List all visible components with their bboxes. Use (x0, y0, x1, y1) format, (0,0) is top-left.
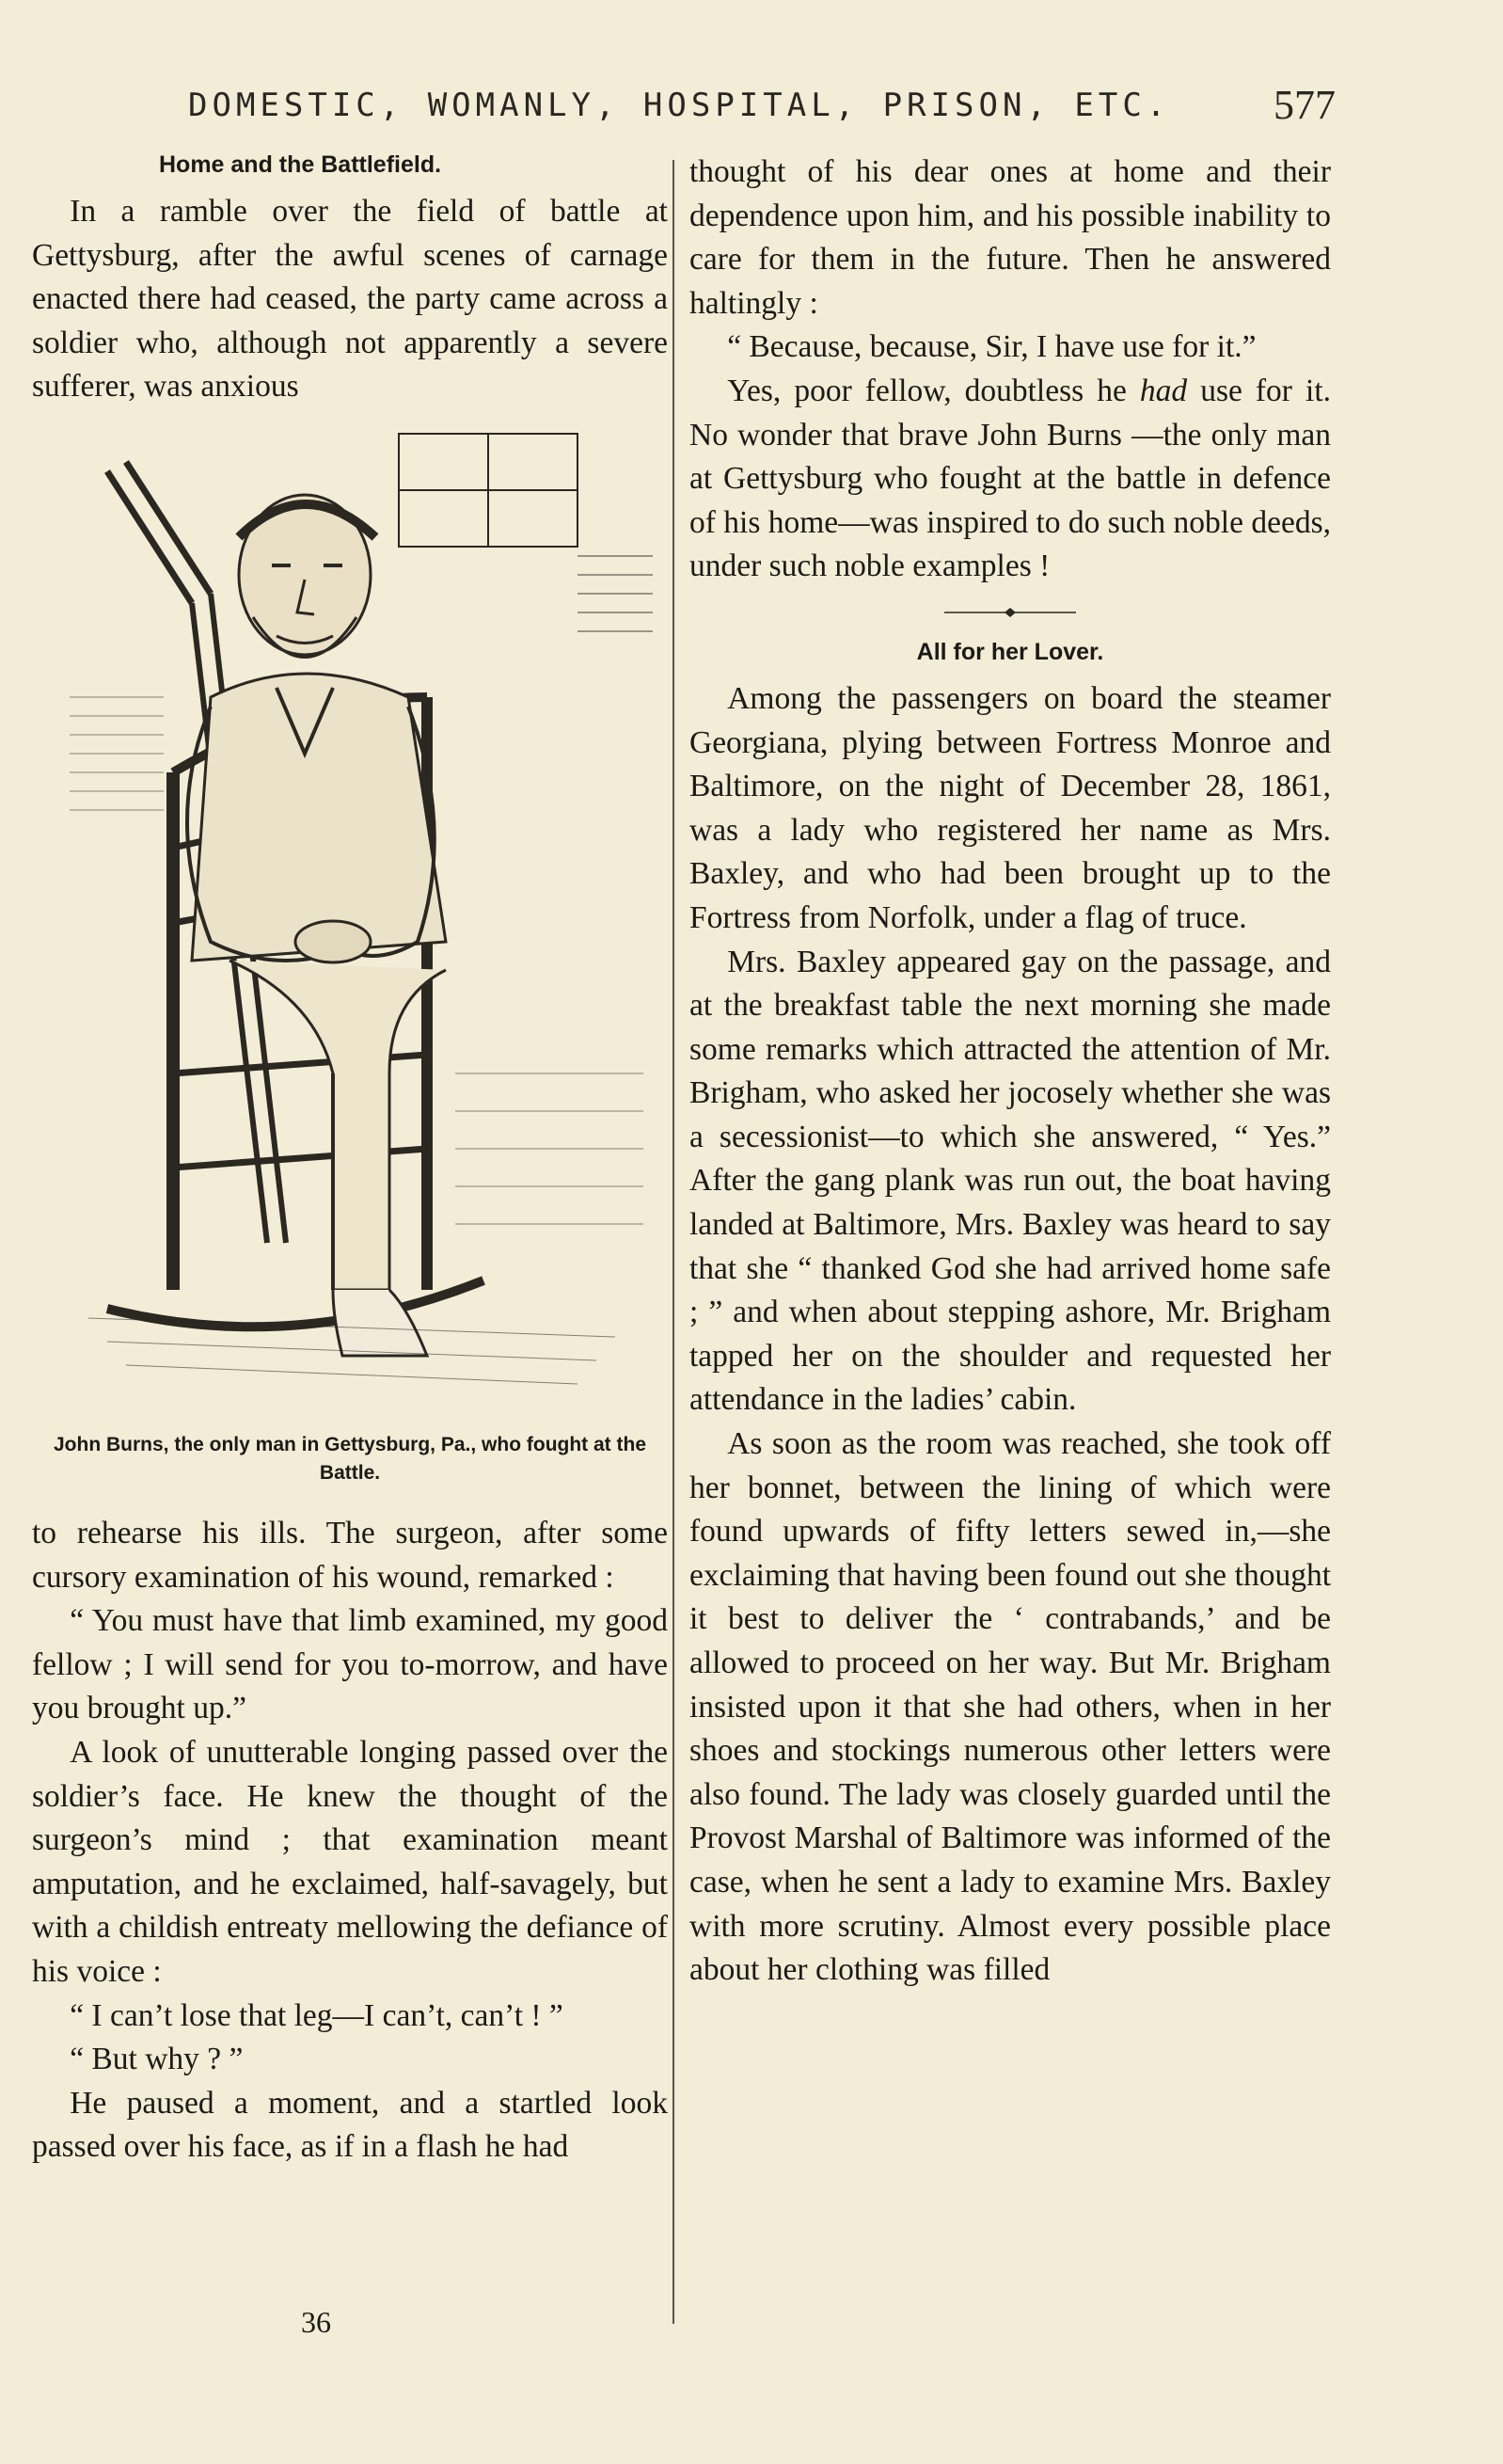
paragraph: Mrs. Baxley appeared gay on the passage, and at the breakfast table the next morning she made some remarks which attracted the attention of Mr. Brigham, who asked her jocosely whether she was a secessionist—to which she answered, “ Yes.” After the gang plank was run out, the boat having landed at Baltimore, Mrs. Baxley was heard to say that she “ thanked God she had arrived home safe ; ” and when about stepping ashore, Mr. Brigham tapped her on the shoulder and requested her attendance in the ladies’ cabin. (689, 944, 1331, 1418)
section-heading-home-and-battlefield: Home and the Battlefield. (159, 151, 442, 178)
paragraph: “ I can’t lose that leg—I can’t, can’t ! ” (70, 1997, 563, 2033)
paragraph: “ But why ? ” (70, 2042, 244, 2077)
text-run: use for it. No wonder that brave John Burns —the only man at Gettysburg who fought at the battle in defence of his home—was inspired to do such noble deeds, under such noble examples ! (689, 373, 1331, 584)
left-column (32, 151, 668, 2170)
john-burns-illustration (51, 415, 653, 1422)
paragraph: Among the passengers on board the steamer Georgiana, plying between Fortress Monroe and Baltimore, on the night of December 28, 1861, was a lady who registered her name as Mrs. Baxley, and who had been brought up to the Fortress from Norfolk, under a flag of truce. (689, 680, 1331, 935)
section-heading-all-for-her-lover: All for her Lover. (916, 638, 1104, 665)
page-number: 577 (1274, 82, 1336, 128)
paragraph: to rehearse his ills. The surgeon, after some cursory examination of his wound, remarked : (32, 1515, 668, 1595)
paragraph: He paused a moment, and a startled look passed over his face, as if in a flash he had (32, 2085, 668, 2165)
paragraph (689, 370, 1331, 589)
paragraph: A look of unutterable longing passed over the soldier’s face. He knew the thought of the surgeon’s mind ; that examination meant amputation, and he exclaimed, half-savagely, but with a childish entreaty mellowing the defiance of his voice : (32, 1734, 668, 1989)
paragraph: In a ramble over the field of battle at Gettysburg, after the awful scenes of carnage enacted there had ceased, the party came across a soldier who, although not apparently a severe sufferer, was anxious (32, 194, 668, 405)
running-title: DOMESTIC, WOMANLY, HOSPITAL, PRISON, ETC. (188, 87, 1171, 124)
paragraph: “ Because, because, Sir, I have use for it.” (727, 329, 1257, 365)
paragraph: thought of his dear ones at home and their dependence upon him, and his possible inability to care for them in the future. Then he answered haltingly : (689, 154, 1331, 321)
illustration-caption: John Burns, the only man in Gettysburg, Pa., who fought at the Battle. (53, 1433, 647, 1484)
paragraph: As soon as the room was reached, she took off her bonnet, between the lining of which were found upwards of fifty letters sewed in,—she exclaiming that having been found out she thought it best to deliver the ‘ contrabands,’ and be allowed to proceed on her way. But Mr. Brigham insisted upon it that she had others, when in her shoes and stockings numerous other letters were also found. The lady was closely guarded until the Provost Marshal of Baltimore was informed of the case, when he sent a lady to examine Mrs. Baxley with more scrutiny. Almost every possible place about her clothing was filled (689, 1426, 1331, 1988)
right-column (689, 151, 1331, 1993)
text-run: Yes, poor fellow, doubtless he (727, 373, 1140, 408)
paragraph: “ You must have that limb examined, my good fellow ; I will send for you to-morrow, and have you brought up.” (32, 1603, 668, 1726)
section-divider-ornament (944, 606, 1076, 619)
page-header (179, 81, 1336, 128)
column-divider (672, 160, 674, 2324)
emphasized-word: had (1139, 373, 1188, 408)
signature-mark: 36 (301, 2305, 331, 2339)
